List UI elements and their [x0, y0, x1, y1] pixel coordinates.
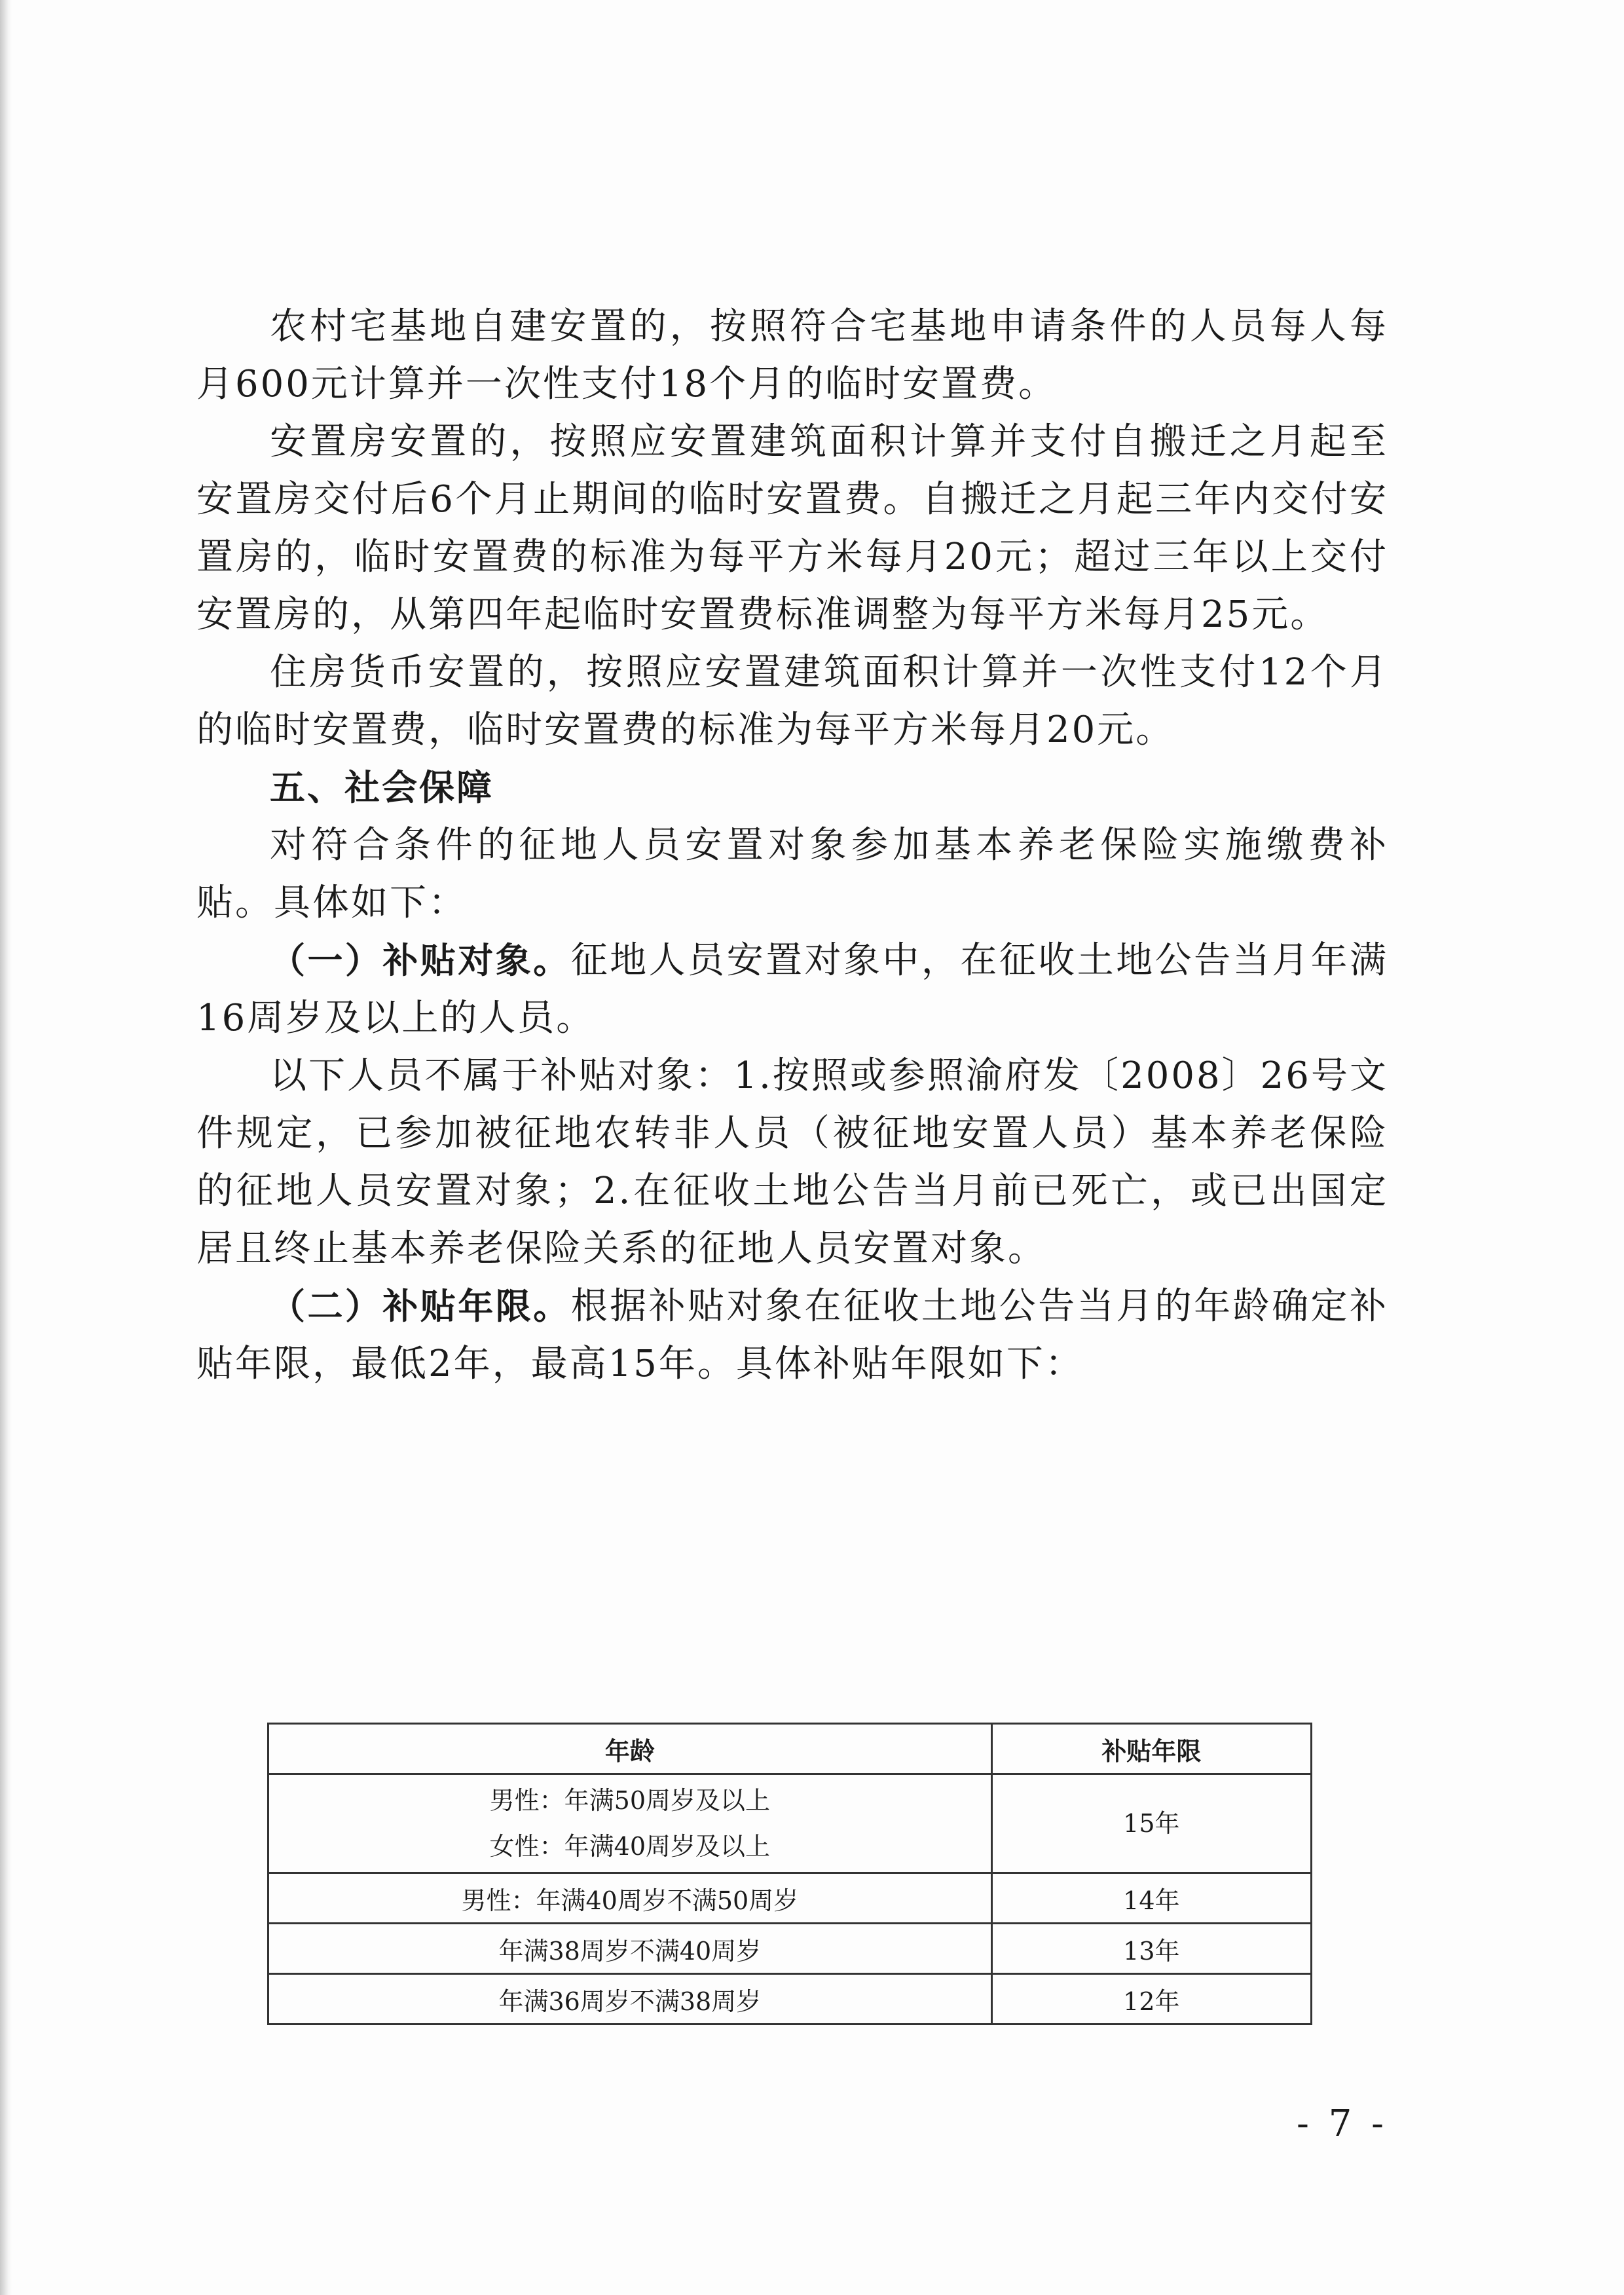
paragraph-subsidy-intro: 对符合条件的征地人员安置对象参加基本养老保险实施缴费补贴。具体如下： [196, 824, 1388, 924]
paragraph-excluded-persons: 以下人员不属于补贴对象：1.按照或参照渝府发〔2008〕26号文件规定，已参加被征地农转非人员（被征地安置人员）基本养老保险的征地人员安置对象；2.在征收土地公告当月前已死亡，或已出国定居且终止基本养老保险关系的征地人员安置对象。 [196, 1054, 1388, 1270]
age-cell: 年满38周岁不满40周岁 [268, 1924, 992, 1974]
table-row [268, 1873, 1312, 1924]
header-subsidy-years: 补贴年限 [991, 1724, 1311, 1774]
subsidy-target-text: 征地人员安置对象中，在征收土地公告当月年满16周岁及以上的人员。 [196, 939, 1389, 1039]
age-cell: 年满36周岁不满38周岁 [268, 1974, 992, 2024]
subsidy-years-table [267, 1723, 1312, 2025]
subsidy-years-table-wrapper [267, 1723, 1312, 2025]
subsidy-years-text: 根据补贴对象在征收土地公告当月的年龄确定补贴年限，最低2年，最高15年。具体补贴年限如下： [196, 1285, 1389, 1385]
subsidy-years-lead: （二）补贴年限。 [270, 1286, 571, 1327]
years-cell: 13年 [991, 1924, 1311, 1974]
table-header-row [268, 1724, 1312, 1774]
header-age: 年龄 [268, 1724, 992, 1774]
page-number: - 7 - [1297, 2102, 1388, 2145]
body-text [196, 298, 1388, 1393]
years-cell: 12年 [991, 1974, 1311, 2024]
years-cell: 14年 [991, 1873, 1311, 1924]
age-line-male: 男性：年满50周岁及以上 [489, 1786, 771, 1815]
table-row [268, 1924, 1312, 1974]
table-row [268, 1974, 1312, 2024]
years-cell: 15年 [991, 1774, 1311, 1873]
age-cell [268, 1774, 992, 1873]
paragraph-subsidy-years [196, 1278, 1388, 1393]
paragraph-subsidy-target [196, 932, 1388, 1047]
age-line-female: 女性：年满40周岁及以上 [489, 1832, 771, 1861]
section-heading-social-security: 五、社会保障 [270, 767, 494, 808]
paragraph-housing-resettlement: 安置房安置的，按照应安置建筑面积计算并支付自搬迁之月起至安置房交付后6个月止期间的临时安置费。自搬迁之月起三年内交付安置房的，临时安置费的标准为每平方米每月20元；超过三年以上交付安置房的，从第四年起临时安置费标准调整为每平方米每月25元。 [196, 420, 1388, 636]
age-cell: 男性：年满40周岁不满50周岁 [268, 1873, 992, 1924]
subsidy-target-lead: （一）补贴对象。 [270, 940, 571, 981]
scan-edge-shadow [0, 0, 12, 2295]
table-row [268, 1774, 1312, 1873]
paragraph-monetary-resettlement: 住房货币安置的，按照应安置建筑面积计算并一次性支付12个月的临时安置费，临时安置费的标准为每平方米每月20元。 [196, 651, 1388, 751]
paragraph-homestead-resettlement: 农村宅基地自建安置的，按照符合宅基地申请条件的人员每人每月600元计算并一次性支付18个月的临时安置费。 [196, 305, 1388, 405]
